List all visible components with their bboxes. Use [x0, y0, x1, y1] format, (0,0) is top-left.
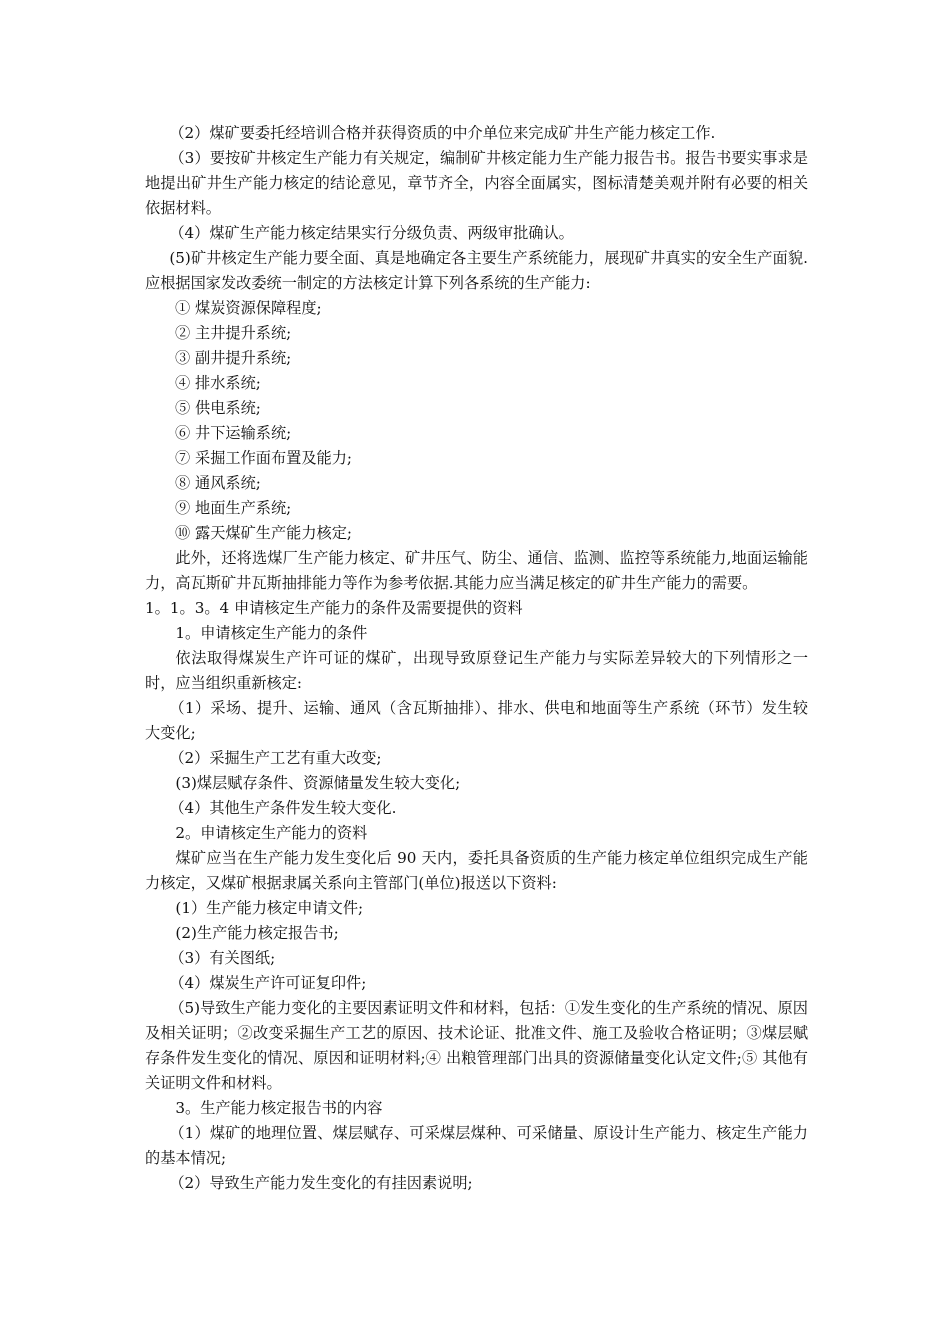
system-list-item: ⑨ 地面生产系统;	[175, 499, 292, 517]
section-heading: 1。1。3。4 申请核定生产能力的条件及需要提供的资料	[145, 599, 523, 617]
subsection-heading: 2。申请核定生产能力的资料	[175, 824, 368, 842]
system-list-item: ⑧ 通风系统;	[175, 474, 261, 492]
paragraph-item-4: （4）煤矿生产能力核定结果实行分级负责、两级审批确认。	[169, 224, 574, 242]
condition-item: （2）采掘生产工艺有重大改变;	[169, 749, 382, 767]
reference-paragraph: 此外，还将选煤厂生产能力核定、矿井压气、防尘、通信、监测、监控等系统能力,地面运输能力，高瓦斯矿井瓦斯抽排能力等作为参考依据.其能力应当满足核定的矿井生产能力的需要。	[145, 549, 808, 592]
condition-item: （1）采场、提升、运输、通风（含瓦斯抽排）、排水、供电和地面等生产系统（环节）发生较大变化;	[145, 699, 808, 742]
material-item: （5)导致生产能力变化的主要因素证明文件和材料，包括：①发生变化的生产系统的情况、原因及相关证明；②改变采掘生产工艺的原因、技术论证、批准文件、施工及验收合格证明；③煤层赋存条件发生变化的情况、原因和证明材料;④ 出粮管理部门出具的资源储量变化认定文件;⑤ 其他有关证明文件和材料。	[145, 999, 808, 1092]
document-page	[145, 121, 808, 1196]
condition-item: (3)煤层赋存条件、资源储量发生较大变化;	[175, 774, 461, 792]
system-list-item: ② 主井提升系统;	[175, 324, 292, 342]
materials-paragraph: 煤矿应当在生产能力发生变化后 90 天内，委托具备资质的生产能力核定单位组织完成生产能力核定，又煤矿根据隶属关系向主管部门(单位)报送以下资料:	[145, 849, 808, 892]
system-list-item: ⑥ 井下运输系统;	[175, 424, 292, 442]
material-item: （4）煤炭生产许可证复印件;	[169, 974, 367, 992]
system-list-item: ① 煤炭资源保障程度;	[175, 299, 322, 317]
system-list-item: ④ 排水系统;	[175, 374, 261, 392]
condition-item: （4）其他生产条件发生较大变化.	[169, 799, 397, 817]
material-item: （3）有关图纸;	[169, 949, 276, 967]
subsection-heading: 1。申请核定生产能力的条件	[175, 624, 368, 642]
subsection-heading: 3。生产能力核定报告书的内容	[175, 1099, 383, 1117]
paragraph-item-5: (5)矿井核定生产能力要全面、真是地确定各主要生产系统能力，展现矿井真实的安全生产面貌.应根据国家发改委统一制定的方法核定计算下列各系统的生产能力:	[145, 249, 808, 292]
material-item: (2)生产能力核定报告书;	[175, 924, 339, 942]
system-list-item: ⑦ 采掘工作面布置及能力;	[175, 449, 353, 467]
system-list-item: ⑤ 供电系统;	[175, 399, 261, 417]
paragraph-item-2: （2）煤矿要委托经培训合格并获得资质的中介单位来完成矿井生产能力核定工作.	[169, 124, 716, 142]
system-list-item: ⑩ 露天煤矿生产能力核定;	[175, 524, 353, 542]
system-list-item: ③ 副井提升系统;	[175, 349, 292, 367]
paragraph-item-3: （3）要按矿井核定生产能力有关规定，编制矿井核定能力生产能力报告书。报告书要实事求是地提出矿井生产能力核定的结论意见，章节齐全，内容全面属实，图标清楚美观并附有必要的相关依据材料。	[145, 149, 808, 217]
conditions-paragraph: 依法取得煤炭生产许可证的煤矿，出现导致原登记生产能力与实际差异较大的下列情形之一时，应当组织重新核定:	[145, 649, 808, 692]
report-content-item: （1）煤矿的地理位置、煤层赋存、可采煤层煤种、可采储量、原设计生产能力、核定生产能力的基本情况;	[145, 1124, 808, 1167]
material-item: (1）生产能力核定申请文件;	[175, 899, 364, 917]
report-content-item: （2）导致生产能力发生变化的有挂因素说明;	[169, 1174, 473, 1192]
